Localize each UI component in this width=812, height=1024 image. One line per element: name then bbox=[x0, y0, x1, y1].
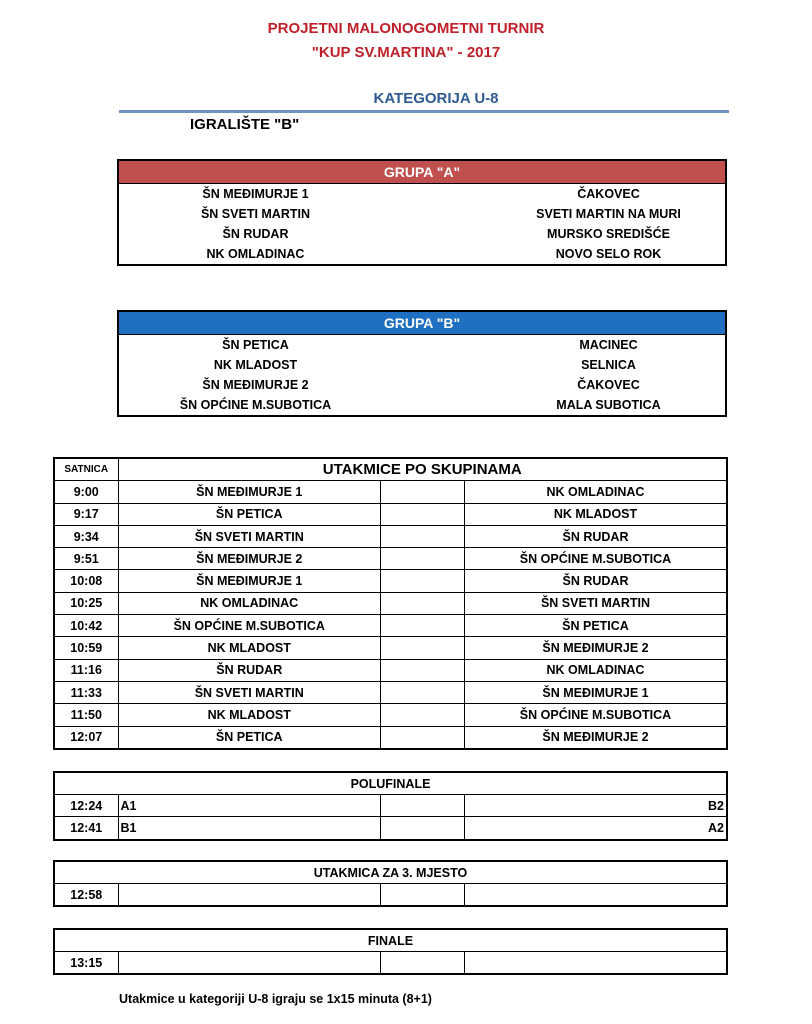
third-place-row bbox=[54, 884, 727, 907]
third-place-home bbox=[118, 884, 381, 907]
group-b-row bbox=[119, 375, 725, 395]
group-a-title: GRUPA "A" bbox=[119, 161, 725, 184]
home-team: NK MLADOST bbox=[118, 637, 381, 659]
group-a-box bbox=[117, 159, 727, 266]
semifinal-score bbox=[381, 795, 465, 817]
team-place: NOVO SELO ROK bbox=[555, 247, 662, 261]
schedule-time-header: SATNICA bbox=[54, 458, 118, 481]
team-name: ŠN MEĐIMURJE 2 bbox=[202, 378, 309, 392]
match-time: 11:16 bbox=[54, 659, 118, 681]
match-score bbox=[381, 570, 465, 592]
group-b-title: GRUPA "B" bbox=[119, 312, 725, 335]
match-row bbox=[54, 592, 727, 614]
team-name: ŠN OPĆINE M.SUBOTICA bbox=[179, 398, 332, 412]
match-row bbox=[54, 570, 727, 592]
match-score bbox=[381, 503, 465, 525]
group-stage-schedule-table bbox=[53, 457, 728, 750]
third-place-time: 12:58 bbox=[54, 884, 118, 907]
match-score bbox=[381, 525, 465, 547]
team-name: ŠN MEĐIMURJE 1 bbox=[202, 187, 309, 201]
match-score bbox=[381, 481, 465, 503]
match-time: 9:34 bbox=[54, 525, 118, 547]
away-team: ŠN SVETI MARTIN bbox=[465, 592, 728, 614]
match-time: 9:17 bbox=[54, 503, 118, 525]
group-a-team-list bbox=[119, 184, 725, 264]
semifinal-home: B1 bbox=[118, 817, 381, 840]
away-team: ŠN OPĆINE M.SUBOTICA bbox=[465, 704, 728, 726]
home-team: ŠN OPĆINE M.SUBOTICA bbox=[118, 615, 381, 637]
third-place-score bbox=[381, 884, 465, 907]
final-row bbox=[54, 952, 727, 975]
group-b-row bbox=[119, 335, 725, 355]
tournament-title: PROJETNI MALONOGOMETNI TURNIR bbox=[267, 20, 545, 37]
away-team: ŠN MEĐIMURJE 2 bbox=[465, 726, 728, 749]
away-team: NK OMLADINAC bbox=[465, 659, 728, 681]
schedule-title: UTAKMICE PO SKUPINAMA bbox=[118, 458, 727, 481]
group-b-box bbox=[117, 310, 727, 417]
match-time: 10:08 bbox=[54, 570, 118, 592]
match-time: 10:59 bbox=[54, 637, 118, 659]
match-score bbox=[381, 592, 465, 614]
match-score bbox=[381, 637, 465, 659]
team-place: MALA SUBOTICA bbox=[556, 398, 661, 412]
match-row bbox=[54, 681, 727, 703]
match-score bbox=[381, 681, 465, 703]
match-row bbox=[54, 548, 727, 570]
group-a-row bbox=[119, 184, 725, 204]
final-score bbox=[381, 952, 465, 975]
third-place-table bbox=[53, 860, 728, 907]
match-row bbox=[54, 726, 727, 749]
semifinal-away: A2 bbox=[465, 817, 728, 840]
field-label: IGRALIŠTE "B" bbox=[190, 116, 300, 133]
team-place: MACINEC bbox=[579, 338, 638, 352]
away-team: ŠN RUDAR bbox=[465, 570, 728, 592]
semifinal-score bbox=[381, 817, 465, 840]
match-score bbox=[381, 726, 465, 749]
home-team: ŠN MEĐIMURJE 1 bbox=[118, 481, 381, 503]
team-name: ŠN RUDAR bbox=[222, 227, 289, 241]
third-place-away bbox=[465, 884, 728, 907]
group-a-row bbox=[119, 204, 725, 224]
group-b-row bbox=[119, 395, 725, 415]
semifinal-header-row bbox=[54, 772, 727, 795]
away-team: ŠN PETICA bbox=[465, 615, 728, 637]
match-score bbox=[381, 704, 465, 726]
semifinal-home: A1 bbox=[118, 795, 381, 817]
final-title: FINALE bbox=[54, 929, 727, 952]
semifinal-row bbox=[54, 817, 727, 840]
third-place-title: UTAKMICA ZA 3. MJESTO bbox=[54, 861, 727, 884]
final-time: 13:15 bbox=[54, 952, 118, 975]
team-place: SELNICA bbox=[581, 358, 636, 372]
home-team: ŠN PETICA bbox=[118, 503, 381, 525]
home-team: NK OMLADINAC bbox=[118, 592, 381, 614]
third-place-header-row bbox=[54, 861, 727, 884]
home-team: ŠN MEĐIMURJE 1 bbox=[118, 570, 381, 592]
team-name: ŠN PETICA bbox=[222, 338, 289, 352]
team-name: ŠN SVETI MARTIN bbox=[200, 207, 311, 221]
group-a-row bbox=[119, 224, 725, 244]
home-team: ŠN PETICA bbox=[118, 726, 381, 749]
match-time: 10:42 bbox=[54, 615, 118, 637]
away-team: ŠN MEĐIMURJE 2 bbox=[465, 637, 728, 659]
semifinal-table bbox=[53, 771, 728, 841]
away-team: ŠN MEĐIMURJE 1 bbox=[465, 681, 728, 703]
match-time: 11:50 bbox=[54, 704, 118, 726]
team-name: NK MLADOST bbox=[213, 358, 298, 372]
final-table bbox=[53, 928, 728, 975]
match-row bbox=[54, 637, 727, 659]
match-time: 10:25 bbox=[54, 592, 118, 614]
category-divider bbox=[119, 110, 729, 113]
match-row bbox=[54, 481, 727, 503]
away-team: ŠN RUDAR bbox=[465, 525, 728, 547]
match-score bbox=[381, 615, 465, 637]
home-team: ŠN SVETI MARTIN bbox=[118, 681, 381, 703]
home-team: ŠN RUDAR bbox=[118, 659, 381, 681]
team-place: SVETI MARTIN NA MURI bbox=[536, 207, 681, 221]
category-title: KATEGORIJA U-8 bbox=[373, 90, 499, 107]
group-a-row bbox=[119, 244, 725, 264]
tournament-subtitle: "KUP SV.MARTINA" - 2017 bbox=[311, 44, 501, 61]
team-place: ČAKOVEC bbox=[577, 187, 640, 201]
final-away bbox=[465, 952, 728, 975]
match-row bbox=[54, 503, 727, 525]
match-score bbox=[381, 659, 465, 681]
semifinal-time: 12:41 bbox=[54, 817, 118, 840]
away-team: NK MLADOST bbox=[465, 503, 728, 525]
match-time: 11:33 bbox=[54, 681, 118, 703]
group-b-row bbox=[119, 355, 725, 375]
match-time: 12:07 bbox=[54, 726, 118, 749]
final-header-row bbox=[54, 929, 727, 952]
team-place: MURSKO SREDIŠĆE bbox=[547, 227, 670, 241]
semifinal-time: 12:24 bbox=[54, 795, 118, 817]
final-home bbox=[118, 952, 381, 975]
home-team: ŠN SVETI MARTIN bbox=[118, 525, 381, 547]
semifinal-title: POLUFINALE bbox=[54, 772, 727, 795]
group-b-team-list bbox=[119, 335, 725, 415]
semifinal-away: B2 bbox=[465, 795, 728, 817]
away-team: NK OMLADINAC bbox=[465, 481, 728, 503]
team-place: ČAKOVEC bbox=[577, 378, 640, 392]
match-row bbox=[54, 704, 727, 726]
home-team: NK MLADOST bbox=[118, 704, 381, 726]
match-time: 9:00 bbox=[54, 481, 118, 503]
semifinal-row bbox=[54, 795, 727, 817]
match-duration-note: Utakmice u kategoriji U-8 igraju se 1x15 minuta (8+1) bbox=[119, 992, 432, 1006]
match-row bbox=[54, 615, 727, 637]
match-row bbox=[54, 525, 727, 547]
team-name: NK OMLADINAC bbox=[206, 247, 305, 261]
home-team: ŠN MEĐIMURJE 2 bbox=[118, 548, 381, 570]
schedule-header-row bbox=[54, 458, 727, 481]
away-team: ŠN OPĆINE M.SUBOTICA bbox=[465, 548, 728, 570]
match-row bbox=[54, 659, 727, 681]
match-time: 9:51 bbox=[54, 548, 118, 570]
match-score bbox=[381, 548, 465, 570]
